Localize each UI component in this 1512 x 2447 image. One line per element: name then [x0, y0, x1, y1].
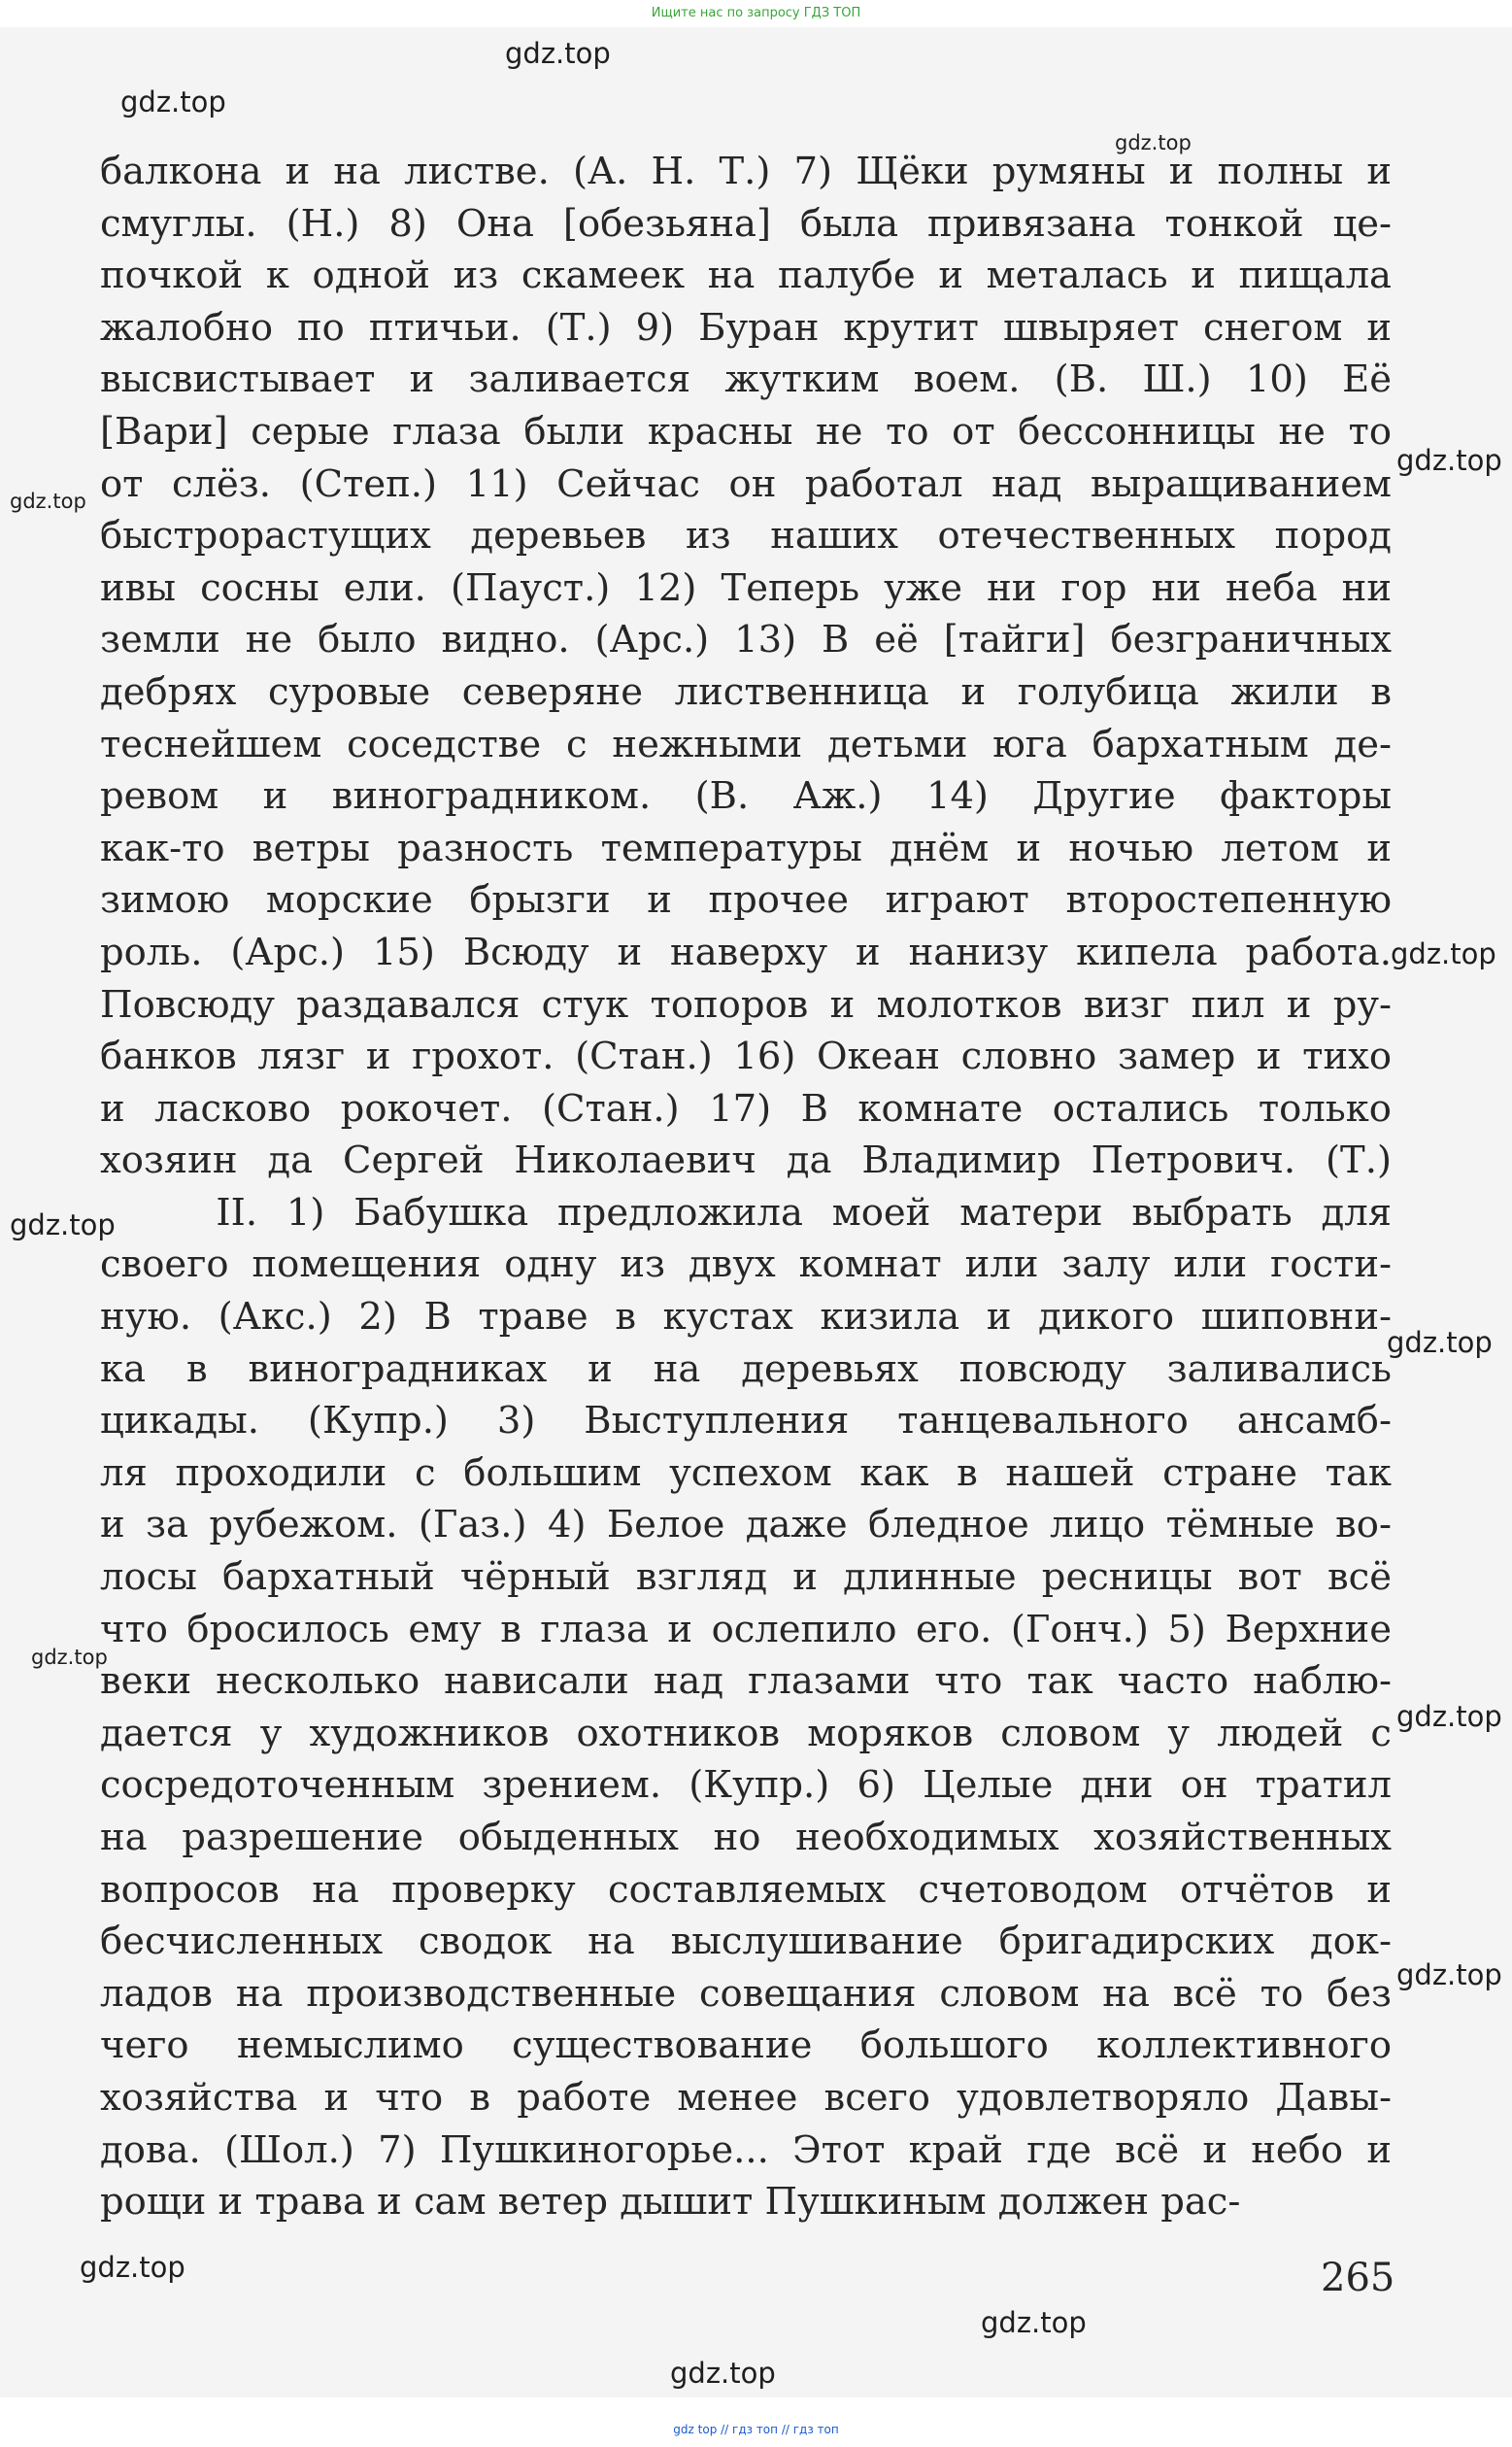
text-line: банков лязг и грохот. (Стан.) 16) Океан словно замер и тихо [100, 1035, 1392, 1079]
watermark: gdz.top [10, 490, 86, 513]
bottom-banner[interactable]: gdz top // гдз топ // гдз топ [673, 2423, 839, 2436]
watermark: gdz.top [1115, 131, 1192, 154]
text-line: ля проходили с большим успехом как в нашей стране так [100, 1450, 1392, 1495]
text-line: ладов на производственные совещания словом на всё то без [100, 1971, 1392, 2016]
watermark: gdz.top [80, 2251, 185, 2284]
text-line: земли не было видно. (Арс.) 13) В её [тайги] безграничных [100, 618, 1392, 663]
watermark: gdz.top [670, 2357, 776, 2390]
text-line: дается у художников охотников моряков словом у людей с [100, 1711, 1392, 1755]
text-line: теснейшем соседстве с нежными детьми юга бархатным де- [100, 722, 1392, 766]
text-line: и за рубежом. (Газ.) 4) Белое даже бледное лицо тёмные во- [100, 1503, 1392, 1547]
watermark: gdz.top [120, 85, 226, 119]
text-line: что бросилось ему в глаза и ослепило его. (Гонч.) 5) Верхние [100, 1607, 1392, 1651]
watermark: gdz.top [1391, 937, 1496, 970]
text-line: и ласково рокочет. (Стан.) 17) В комнате остались только [100, 1086, 1392, 1131]
watermark: gdz.top [1387, 1326, 1493, 1359]
text-line: дебрях суровые северяне лиственница и голубица жили в [100, 669, 1392, 714]
watermark: gdz.top [505, 37, 611, 70]
text-line: балкона и на листве. (А. Н. Т.) 7) Щёки румяны и полны и [100, 150, 1392, 193]
text-line: смуглы. (Н.) 8) Она [обезьяна] была привязана тонкой це- [100, 201, 1392, 246]
text-line: ную. (Акс.) 2) В траве в кустах кизила и дикого шиповни- [100, 1295, 1392, 1340]
text-line: веки несколько нависали над глазами что так часто наблю- [100, 1659, 1392, 1704]
text-line: сосредоточенным зрением. (Купр.) 6) Целые дни он тратил [100, 1763, 1392, 1808]
text-line: высвистывает и заливается жутким воем. (В. Ш.) 10) Её [100, 357, 1392, 402]
text-line: роль. (Арс.) 15) Всюду и наверху и нанизу кипела работа. [100, 930, 1392, 974]
text-line: лосы бархатный чёрный взгляд и длинные ресницы вот всё [100, 1555, 1392, 1600]
text-line: почкой к одной из скамеек на палубе и металась и пищала [100, 254, 1392, 298]
text-line: своего помещения одну из двух комнат или залу или гости- [100, 1242, 1392, 1287]
text-line: от слёз. (Степ.) 11) Сейчас он работал над выращиванием [100, 461, 1392, 506]
text-line: II. 1) Бабушка предложила моей матери выбрать для [100, 1190, 1392, 1235]
text-line: ка в виноградниках и на деревьях повсюду заливались [100, 1346, 1392, 1391]
watermark: gdz.top [1396, 444, 1502, 477]
text-line: на разрешение обыденных но необходимых хозяйственных [100, 1816, 1392, 1859]
text-line: рощи и трава и сам ветер дышит Пушкиным должен рас- [100, 2180, 1241, 2225]
text-line: быстрорастущих деревьев из наших отечественных пород [100, 514, 1392, 559]
text-line: как-то ветры разность температуры днём и ночью летом и [100, 826, 1392, 870]
watermark: gdz.top [981, 2306, 1087, 2339]
text-line: [Вари] серые глаза были красны не то от бессонницы не то [100, 409, 1392, 454]
text-line: чего немыслимо существование большого коллективного [100, 2023, 1392, 2068]
text-line: вопросов на проверку составляемых счетоводом отчётов и [100, 1867, 1392, 1912]
top-banner[interactable]: Ищите нас по запросу ГДЗ ТОП [651, 6, 861, 20]
text-line: зимою морские брызги и прочее играют второстепенную [100, 878, 1392, 923]
text-line: хозяин да Сергей Николаевич да Владимир Петрович. (Т.) [100, 1139, 1392, 1183]
text-line: бесчисленных сводок на выслушивание бригадирских док- [100, 1920, 1392, 1964]
text-line: цикады. (Купр.) 3) Выступления танцевального ансамб- [100, 1399, 1392, 1444]
watermark: gdz.top [1396, 1700, 1502, 1733]
watermark: gdz.top [1396, 1958, 1502, 1991]
page-number: 265 [1321, 2256, 1395, 2300]
text-line: жалобно по птичьи. (Т.) 9) Буран крутит швыряет снегом и [100, 305, 1392, 350]
text-line: дова. (Шол.) 7) Пушкиногорье... Этот край где всё и небо и [100, 2127, 1392, 2172]
text-line: Повсюду раздавался стук топоров и молотков визг пил и ру- [100, 982, 1392, 1027]
text-line: ревом и виноградником. (В. Аж.) 14) Другие факторы [100, 774, 1392, 819]
watermark: gdz.top [10, 1208, 116, 1241]
watermark: gdz.top [31, 1646, 108, 1669]
text-line: ивы сосны ели. (Пауст.) 12) Теперь уже ни гор ни неба ни [100, 565, 1392, 610]
text-line: хозяйства и что в работе менее всего удовлетворяло Давы- [100, 2075, 1392, 2120]
page-text [100, 146, 1392, 2228]
